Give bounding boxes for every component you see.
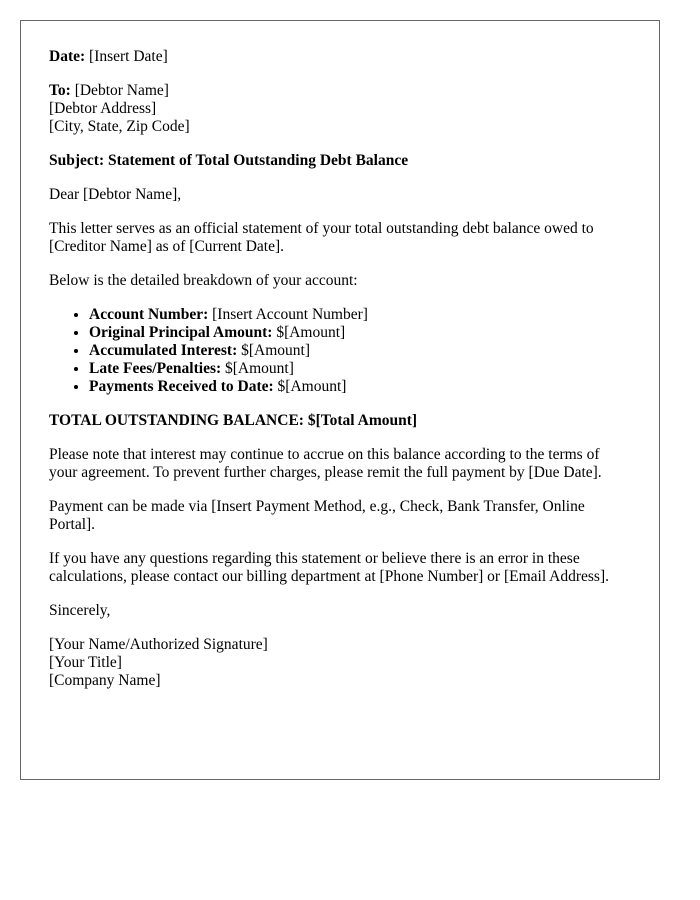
- breakdown-item-principal: [89, 324, 631, 342]
- breakdown-value: $[Amount]: [241, 342, 310, 359]
- breakdown-intro: Below is the detailed breakdown of your account:: [49, 272, 358, 289]
- signature-title: [Your Title]: [49, 654, 122, 671]
- breakdown-item-account-number: [89, 306, 631, 324]
- breakdown-label: Account Number:: [89, 306, 209, 323]
- breakdown-item-interest: [89, 342, 631, 360]
- breakdown-value: $[Amount]: [225, 360, 294, 377]
- breakdown-label: Accumulated Interest:: [89, 342, 238, 359]
- closing: Sincerely,: [49, 602, 111, 619]
- date-line: [49, 48, 631, 66]
- interest-note-paragraph: Please note that interest may continue to accrue on this balance according to the terms of your agreement. To prevent further charges, please remit the full payment by [Due Date].: [49, 446, 602, 481]
- recipient-city-state-zip: [City, State, Zip Code]: [49, 118, 190, 135]
- breakdown-value: [Insert Account Number]: [212, 306, 368, 323]
- signature-block: [49, 636, 631, 690]
- recipient-name-line: [49, 82, 631, 100]
- subject-line: [49, 152, 631, 170]
- recipient-block: [49, 82, 631, 136]
- recipient-name: [Debtor Name]: [74, 82, 169, 99]
- total-balance: TOTAL OUTSTANDING BALANCE: $[Total Amount]: [49, 412, 418, 429]
- breakdown-value: $[Amount]: [276, 324, 346, 341]
- breakdown-label: Original Principal Amount:: [89, 324, 273, 341]
- subject-text: Subject: Statement of Total Outstanding Debt Balance: [49, 152, 409, 169]
- date-value: [Insert Date]: [89, 48, 168, 65]
- breakdown-item-late-fees: [89, 360, 631, 378]
- questions-paragraph: If you have any questions regarding this statement or believe there is an error in these calculations, please contact our billing department at [Phone Number] or [Email Address].: [49, 550, 609, 585]
- breakdown-list: [49, 306, 631, 396]
- recipient-address: [Debtor Address]: [49, 100, 157, 117]
- payment-methods-paragraph: Payment can be made via [Insert Payment Method, e.g., Check, Bank Transfer, Online Portal].: [49, 498, 585, 533]
- letter-document: [20, 20, 660, 780]
- breakdown-item-payments: [89, 378, 631, 396]
- date-label: Date:: [49, 48, 86, 65]
- intro-paragraph: This letter serves as an official statement of your total outstanding debt balance owed to [Creditor Name] as of [Current Date].: [49, 220, 594, 255]
- total-balance-line: [49, 412, 631, 430]
- recipient-label: To:: [49, 82, 71, 99]
- breakdown-label: Late Fees/Penalties:: [89, 360, 222, 377]
- breakdown-label: Payments Received to Date:: [89, 378, 274, 395]
- signature-company: [Company Name]: [49, 672, 161, 689]
- signature-name: [Your Name/Authorized Signature]: [49, 636, 268, 653]
- salutation: Dear [Debtor Name],: [49, 186, 182, 203]
- breakdown-value: $[Amount]: [277, 378, 347, 395]
